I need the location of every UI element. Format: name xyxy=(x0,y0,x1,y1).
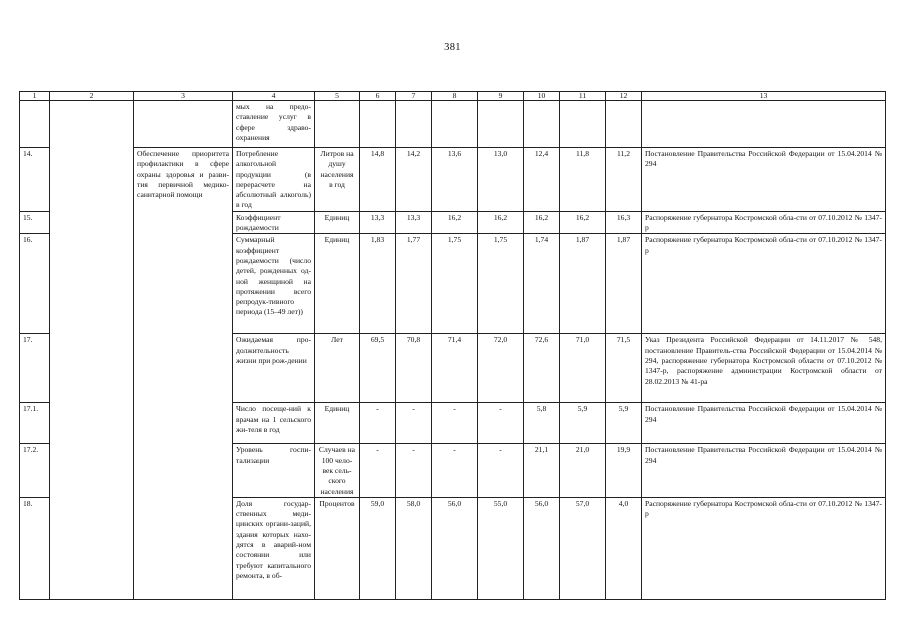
value-cell: 16,2 xyxy=(478,211,524,234)
value-cell: 57,0 xyxy=(560,497,606,599)
value-cell: 13,3 xyxy=(360,211,396,234)
legal-basis: Постановление Правительства Российской Федерации от 15.04.2014 № 294 xyxy=(642,148,886,212)
value-cell: - xyxy=(432,403,478,444)
row-number: 14. xyxy=(20,148,50,212)
unit: Процентов xyxy=(315,497,360,599)
goal-cell xyxy=(50,101,134,600)
value-cell: 13,6 xyxy=(432,148,478,212)
column-number: 10 xyxy=(524,92,560,101)
value-cell: 1,75 xyxy=(478,234,524,334)
row-number: 17.1. xyxy=(20,403,50,444)
value-cell: 14,8 xyxy=(360,148,396,212)
value-cell: 58,0 xyxy=(396,497,432,599)
column-number: 7 xyxy=(396,92,432,101)
row-number: 16. xyxy=(20,234,50,334)
indicator-name: Доля государ-ственных меди-цинских органи-заций, здания которых нахо-дятся в аварий-ном состоянии или требуют капитального ремонта, в об- xyxy=(233,497,315,599)
value-cell: 13,3 xyxy=(396,211,432,234)
row-number: 17.2. xyxy=(20,444,50,497)
value-cell: - xyxy=(360,403,396,444)
column-number: 13 xyxy=(642,92,886,101)
value-cell: 71,0 xyxy=(560,334,606,403)
value-cell: - xyxy=(432,444,478,497)
task-description: Обеспечение приоритета профилактики в сфере охраны здоровья и разви-тия первичной медико-санитарной помощи xyxy=(134,148,233,600)
value-cell: 12,4 xyxy=(524,148,560,212)
value-cell: 16,2 xyxy=(560,211,606,234)
unit: Литров на душу населения в год xyxy=(315,148,360,212)
value-cell: 11,8 xyxy=(560,148,606,212)
column-number: 5 xyxy=(315,92,360,101)
value-cell: 13,0 xyxy=(478,148,524,212)
value-cell: 1,87 xyxy=(560,234,606,334)
column-number: 6 xyxy=(360,92,396,101)
indicator-name: Число посеще-ний к врачам на 1 сельского жи-теля в год xyxy=(233,403,315,444)
column-number: 1 xyxy=(20,92,50,101)
row-number: 15. xyxy=(20,211,50,234)
table-row xyxy=(20,148,886,212)
value-cell: 11,2 xyxy=(606,148,642,212)
value-cell: 16,2 xyxy=(524,211,560,234)
value-cell: 5,8 xyxy=(524,403,560,444)
value-cell: 59,0 xyxy=(360,497,396,599)
indicator-name: Уровень госпи-тализации xyxy=(233,444,315,497)
indicator-name: Коэффициент рождаемости xyxy=(233,211,315,234)
column-number: 8 xyxy=(432,92,478,101)
legal-basis: Распоряжение губернатора Костромской обла-сти от 07.10.2012 № 1347-р xyxy=(642,497,886,599)
unit: Единиц xyxy=(315,234,360,334)
table-row-continuation xyxy=(20,101,886,148)
legal-basis: Постановление Правительства Российской Федерации от 15.04.2014 № 294 xyxy=(642,444,886,497)
value-cell: 72,0 xyxy=(478,334,524,403)
value-cell: 1,75 xyxy=(432,234,478,334)
value-cell: 4,0 xyxy=(606,497,642,599)
value-cell: - xyxy=(478,403,524,444)
value-cell: 55,0 xyxy=(478,497,524,599)
value-cell: 1,77 xyxy=(396,234,432,334)
unit: Лет xyxy=(315,334,360,403)
value-cell: 71,4 xyxy=(432,334,478,403)
indicators-table xyxy=(19,91,886,600)
column-number: 9 xyxy=(478,92,524,101)
column-number: 11 xyxy=(560,92,606,101)
legal-basis: Указ Президента Российской Федерации от 14.11.2017 № 548, постановление Правитель-ства Российской Федерации от 15.04.2014 № 294, распоряжение губернатора Костромской области от 07.10.2012 № 1347-р, распоряжение администрации Костромской области от 28.02.2013 № 41-ра xyxy=(642,334,886,403)
value-cell: 16,3 xyxy=(606,211,642,234)
row-number: 17. xyxy=(20,334,50,403)
column-number: 2 xyxy=(50,92,134,101)
value-cell: 72,6 xyxy=(524,334,560,403)
column-number: 4 xyxy=(233,92,315,101)
value-cell: 14,2 xyxy=(396,148,432,212)
page-number: 381 xyxy=(444,42,461,53)
value-cell: - xyxy=(360,444,396,497)
value-cell: 69,5 xyxy=(360,334,396,403)
value-cell: 71,5 xyxy=(606,334,642,403)
value-cell: - xyxy=(396,444,432,497)
indicator-name: Суммарный коэффициент рождаемости (число детей, рожденных од-ной женщиной на протяжении всего репродук-тивного периода (15–49 лет)) xyxy=(233,234,315,334)
value-cell: 56,0 xyxy=(432,497,478,599)
value-cell: 16,2 xyxy=(432,211,478,234)
unit: Случаев на 100 чело-век сель-ского населения xyxy=(315,444,360,497)
value-cell: 70,8 xyxy=(396,334,432,403)
unit: Единиц xyxy=(315,403,360,444)
indicator-name: Ожидаемая про-должительность жизни при рож-дении xyxy=(233,334,315,403)
legal-basis: Распоряжение губернатора Костромской обла-сти от 07.10.2012 № 1347-р xyxy=(642,234,886,334)
value-cell: 1,83 xyxy=(360,234,396,334)
indicator-name: Потребление алкогольной продукции (в перерасчете на абсолютный алкоголь) в год xyxy=(233,148,315,212)
value-cell: 21,1 xyxy=(524,444,560,497)
value-cell: 19,9 xyxy=(606,444,642,497)
unit: Единиц xyxy=(315,211,360,234)
value-cell: 21,0 xyxy=(560,444,606,497)
value-cell: 1,87 xyxy=(606,234,642,334)
column-number: 3 xyxy=(134,92,233,101)
value-cell: 5,9 xyxy=(560,403,606,444)
value-cell: - xyxy=(396,403,432,444)
legal-basis: Распоряжение губернатора Костромской обла-сти от 07.10.2012 № 1347-р xyxy=(642,211,886,234)
row-number: 18. xyxy=(20,497,50,599)
column-number: 12 xyxy=(606,92,642,101)
indicator-name: мых на предо-ставление услуг в сфере здраво-охранения xyxy=(233,101,315,148)
value-cell: 5,9 xyxy=(606,403,642,444)
value-cell: - xyxy=(478,444,524,497)
column-number-row xyxy=(20,92,886,101)
value-cell: 56,0 xyxy=(524,497,560,599)
legal-basis: Постановление Правительства Российской Федерации от 15.04.2014 № 294 xyxy=(642,403,886,444)
value-cell: 1,74 xyxy=(524,234,560,334)
